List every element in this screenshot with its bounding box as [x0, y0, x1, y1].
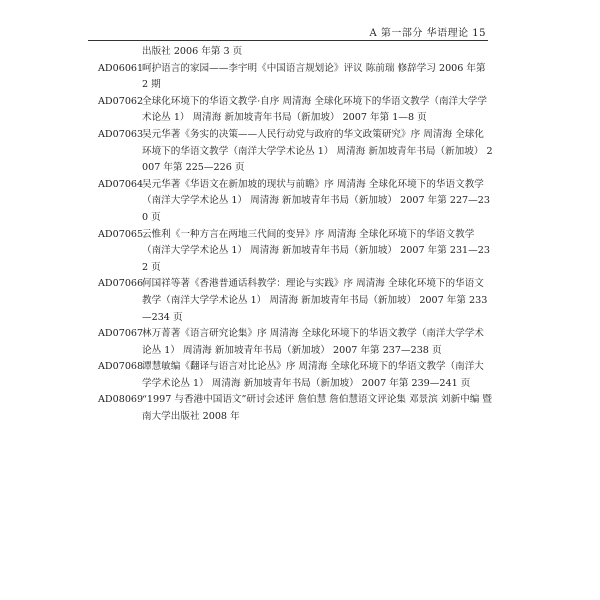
entry-text: 林万菁著《语言研究论集》序 周清海 全球化环境下的华语文教学（南洋大学学术论丛 1） 周清海 新加坡青年书局（新加坡） 2007 年第 237—238 页: [142, 328, 484, 356]
entry-text: 云惟利《一种方言在两地三代间的变异》序 周清海 全球化环境下的华语文教学（南洋大学学术论丛 1） 周清海 新加坡青年书局（新加坡） 2007 年第 231—232 页: [142, 228, 490, 273]
entry-code: AD07062: [98, 95, 144, 107]
header-rule: [88, 40, 488, 41]
running-header: A 第一部分 华语理论 15: [369, 28, 486, 39]
bibliography-entry: [98, 359, 493, 392]
bibliography-entry: [98, 326, 493, 359]
entry-text: 吴元华著《华语文在新加坡的现状与前瞻》序 周清海 全球化环境下的华语文教学（南洋大学学术论丛 1） 周清海 新加坡青年书局（新加坡） 2007 年第 227—230 页: [142, 178, 490, 223]
bibliography-entry: [98, 127, 493, 177]
entry-text: 出版社 2006 年第 3 页: [142, 46, 243, 57]
entry-text: 全球化环境下的华语文教学·自序 周清海 全球化环境下的华语文教学（南洋大学学术论丛 1） 周清海 新加坡青年书局（新加坡） 2007 年第 1—8 页: [142, 95, 487, 124]
bibliography-list: [98, 44, 493, 426]
bibliography-entry: [98, 61, 493, 94]
bibliography-entry: [98, 177, 493, 227]
bibliography-entry: [98, 392, 493, 425]
bibliography-entry: [98, 227, 493, 277]
entry-code: AD07068: [98, 361, 144, 373]
entry-code: AD06061: [98, 62, 144, 74]
bibliography-entry: [98, 44, 493, 61]
bibliography-entry: [98, 276, 493, 326]
entry-code: AD07067: [98, 328, 144, 340]
entry-text: 何国祥等著《香港普通话科教学：理论与实践》序 周清海 全球化环境下的华语文教学（南洋大学学术论丛 1） 周清海 新加坡青年书局（新加坡） 2007 年第 233—234 页: [142, 278, 488, 323]
entry-code: AD07066: [98, 278, 144, 290]
entry-code: AD08069: [98, 394, 144, 406]
entry-text: 谭慧敏编《翻译与语言对比论丛》序 周清海 全球化环境下的华语文教学（南洋大学学术论丛 1） 周清海 新加坡青年书局（新加坡） 2007 年第 239—241 页: [142, 361, 484, 389]
entry-code: AD07063: [98, 128, 144, 140]
entry-text: 吴元华著《务实的决策——人民行动党与政府的华文政策研究》序 周清海 全球化环境下的华语文教学（南洋大学学术论丛 1） 周清海 新加坡青年书局（新加坡） 2007 年第 225—226 页: [142, 128, 493, 174]
entry-code: AD07064: [98, 178, 144, 190]
bibliography-entry: [98, 94, 493, 127]
entry-text: 呵护语言的家园——李宇明《中国语言规划论》评议 陈前瑞 修辞学习 2006 年第 2 期: [142, 62, 486, 91]
entry-code: AD07065: [98, 228, 144, 240]
entry-text: “1997 与香港中国语文”研讨会述评 詹伯慧 詹伯慧语文评论集 邓景滨 刘新中编 暨南大学出版社 2008 年: [142, 394, 492, 423]
